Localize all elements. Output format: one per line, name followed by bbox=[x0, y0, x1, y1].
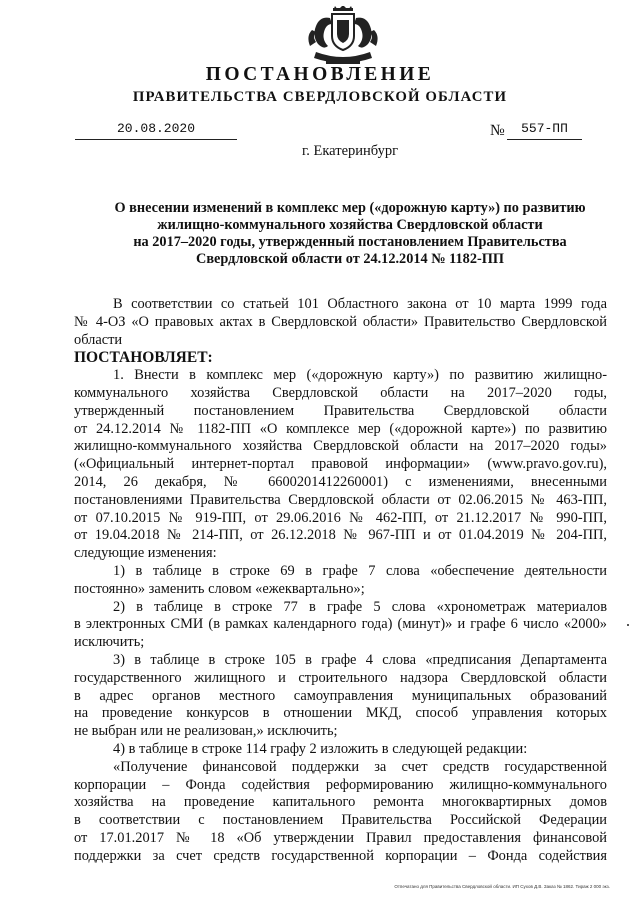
document-type-heading: ПОСТАНОВЛЕНИЕ bbox=[205, 64, 435, 85]
subclause-line: 1) в таблице в строке 69 в графе 7 слова «обеспечение деятельности bbox=[113, 562, 607, 579]
quoted-text-line: «Получение финансовой поддержки за счет средств государственной bbox=[113, 758, 607, 775]
preamble-line: № 4-ОЗ «О правовых актах в Свердловской области» Правительство Свердловской bbox=[74, 313, 607, 330]
subclause-line: 3) в таблице в строке 105 в графе 4 слова «предписания Департамента bbox=[113, 651, 607, 668]
quoted-text-line: хозяйства на проведение капитального ремонта многоквартирных домов bbox=[74, 794, 607, 811]
subclause-line: в электронных СМИ (в рамках календарного года) (минут)» и графе 6 число «2000» bbox=[74, 616, 607, 633]
city-line: г. Екатеринбург bbox=[301, 143, 399, 159]
number-label: № bbox=[490, 122, 505, 139]
title-line: О внесении изменений в комплекс мер («дорожную карту») по развитию bbox=[114, 200, 586, 216]
clause-line: постановлениями Правительства Свердловской области от 02.06.2015 № 463-ПП, bbox=[74, 491, 607, 508]
preamble-line: В соответствии со статьей 101 Областного закона от 10 марта 1999 года bbox=[113, 296, 607, 312]
title-line: жилищно-коммунального хозяйства Свердловской области bbox=[157, 217, 543, 233]
subclause-line: 4) в таблице в строке 114 графу 2 изложить в следующей редакции: bbox=[113, 740, 528, 757]
document-title bbox=[60, 200, 640, 268]
clause-line: от 24.12.2014 № 1182-ПП «О комплексе мер («дорожной карте») по развитию bbox=[74, 420, 607, 437]
subclause-line: на проведение конкурсов в отношении МКД, способ управления которых bbox=[74, 705, 607, 722]
issuer-heading: ПРАВИТЕЛЬСТВА СВЕРДЛОВСКОЙ ОБЛАСТИ bbox=[132, 89, 508, 105]
quoted-text-line: в соответствии с постановлением Правительства Российской Федерации bbox=[74, 812, 607, 829]
clause-line: утвержденный постановлением Правительства Свердловской области bbox=[74, 402, 607, 419]
subclause-line: в адрес органов местного самоуправления муниципальных образований bbox=[74, 687, 607, 704]
print-footer: Отпечатано для Правительства Свердловской области. ИП Сухов Д.В. Заказ № 1862. Тираж 2 000 экз. bbox=[394, 884, 610, 889]
margin-mark bbox=[627, 624, 629, 626]
subclause-line: постоянно» заменить словом «ежеквартально»; bbox=[74, 580, 365, 597]
subclause-line: не выбран или не реализован,» исключить; bbox=[74, 723, 338, 740]
quoted-text-line: от 17.01.2017 № 18 «Об утверждении Правил предоставления финансовой bbox=[74, 829, 607, 846]
title-line: на 2017–2020 годы, утвержденный постановлением Правительства bbox=[133, 234, 567, 250]
document-body bbox=[74, 296, 607, 866]
title-line: Свердловской области от 24.12.2014 № 1182-ПП bbox=[196, 251, 504, 267]
quoted-text-line: корпорации – Фонда содействия реформированию жилищно-коммунального bbox=[74, 776, 607, 793]
clause-line: 2014, 26 декабря, № 6600201412260001) с изменениями, внесенными bbox=[74, 473, 607, 490]
clause-line: коммунального хозяйства Свердловской области на 2017–2020 годы, bbox=[74, 384, 607, 401]
coat-of-arms-icon bbox=[302, 6, 384, 66]
document-number: 557-ПП bbox=[507, 121, 582, 140]
quoted-text-line: поддержки за счет средств государственной корпорации – Фонда содействия bbox=[74, 847, 607, 864]
subclause-line: 2) в таблице в строке 77 в графе 5 слова «хронометраж материалов bbox=[113, 598, 607, 615]
subclause-line: государственного жилищного и строительного надзора Свердловской области bbox=[74, 669, 607, 686]
subclause-line: исключить; bbox=[74, 634, 145, 651]
clause-line: следующие изменения: bbox=[74, 545, 217, 562]
document-date: 20.08.2020 bbox=[75, 121, 237, 140]
clause-line: («Официальный интернет-портал правовой информации» (www.pravo.gov.ru), bbox=[74, 456, 607, 473]
clause-line: от 07.10.2015 № 919-ПП, от 29.06.2016 № 462-ПП, от 21.12.2017 № 990-ПП, bbox=[74, 509, 607, 526]
resolves-heading: ПОСТАНОВЛЯЕТ: bbox=[74, 349, 213, 367]
clause-line: жилищно-коммунального хозяйства Свердловской области на 2017–2020 годы» bbox=[74, 438, 607, 455]
clause-line: от 19.04.2018 № 214-ПП, от 26.12.2018 № 967-ПП и от 01.04.2019 № 204-ПП, bbox=[74, 527, 607, 544]
preamble-line: области bbox=[74, 331, 123, 348]
clause-line: 1. Внести в комплекс мер («дорожную карту») по развитию жилищно- bbox=[113, 367, 607, 384]
